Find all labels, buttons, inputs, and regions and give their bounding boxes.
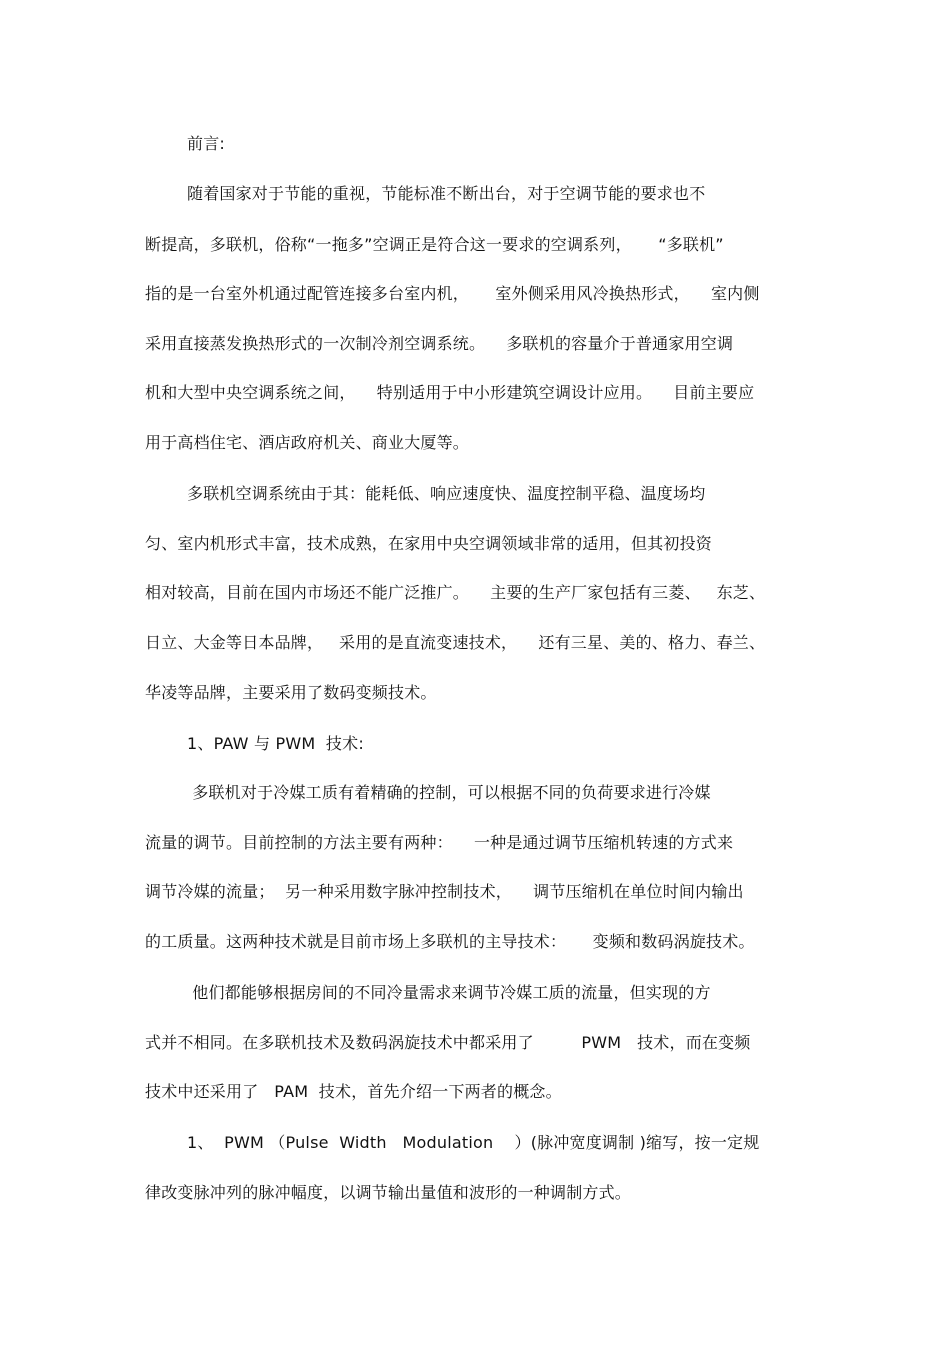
paragraph-line: 多联机对于冷媒工质有着精确的控制，可以根据不同的负荷要求进行冷媒: [187, 783, 711, 802]
paragraph-line: 采用直接蒸发换热形式的一次制冷剂空调系统。 多联机的容量介于普通家用空调: [145, 334, 734, 353]
paragraph-line: 律改变脉冲列的脉冲幅度，以调节输出量值和波形的一种调制方式。: [145, 1183, 632, 1202]
paragraph-line: 断提高，多联机，俗称“一拖多”空调正是符合这一要求的空调系列， “多联机”: [145, 235, 724, 254]
section-heading: 1、PAW 与 PWM 技术:: [187, 734, 364, 753]
preface-heading: 前言:: [187, 134, 225, 153]
paragraph-line: 式并不相同。在多联机技术及数码涡旋技术中都采用了 PWM 技术，而在变频: [145, 1033, 751, 1052]
paragraph-line: 的工质量。这两种技术就是目前市场上多联机的主导技术： 变频和数码涡旋技术。: [145, 932, 755, 951]
paragraph-line: 机和大型中央空调系统之间， 特别适用于中小形建筑空调设计应用。 目前主要应: [145, 383, 755, 402]
paragraph-line: 流量的调节。目前控制的方法主要有两种： 一种是通过调节压缩机转速的方式来: [145, 833, 734, 852]
paragraph-line: 调节冷媒的流量； 另一种采用数字脉冲控制技术， 调节压缩机在单位时间内输出: [145, 882, 744, 901]
paragraph-line: 技术中还采用了 PAM 技术，首先介绍一下两者的概念。: [145, 1082, 562, 1101]
paragraph-line: 用于高档住宅、酒店政府机关、商业大厦等。: [145, 433, 470, 452]
paragraph-line: 指的是一台室外机通过配管连接多台室内机， 室外侧采用风冷换热形式， 室内侧: [145, 284, 760, 303]
paragraph-line: 匀、室内机形式丰富，技术成熟，在家用中央空调领域非常的适用，但其初投资: [145, 534, 713, 553]
paragraph-line: 相对较高，目前在国内市场还不能广泛推广。 主要的生产厂家包括有三菱、 东芝、: [145, 583, 766, 602]
paragraph-line: 随着国家对于节能的重视，节能标准不断出台，对于空调节能的要求也不: [187, 184, 706, 203]
paragraph-line: 他们都能够根据房间的不同冷量需求来调节冷媒工质的流量，但实现的方: [187, 983, 711, 1002]
paragraph-line: 多联机空调系统由于其：能耗低、响应速度快、温度控制平稳、温度场均: [187, 484, 706, 503]
paragraph-line: 1、 PWM （Pulse Width Modulation ）(脉冲宽度调制 )缩写，按一定规: [187, 1133, 760, 1152]
paragraph-line: 日立、大金等日本品牌， 采用的是直流变速技术， 还有三星、美的、格力、春兰、: [145, 633, 766, 652]
paragraph-line: 华凌等品牌，主要采用了数码变频技术。: [145, 683, 437, 702]
